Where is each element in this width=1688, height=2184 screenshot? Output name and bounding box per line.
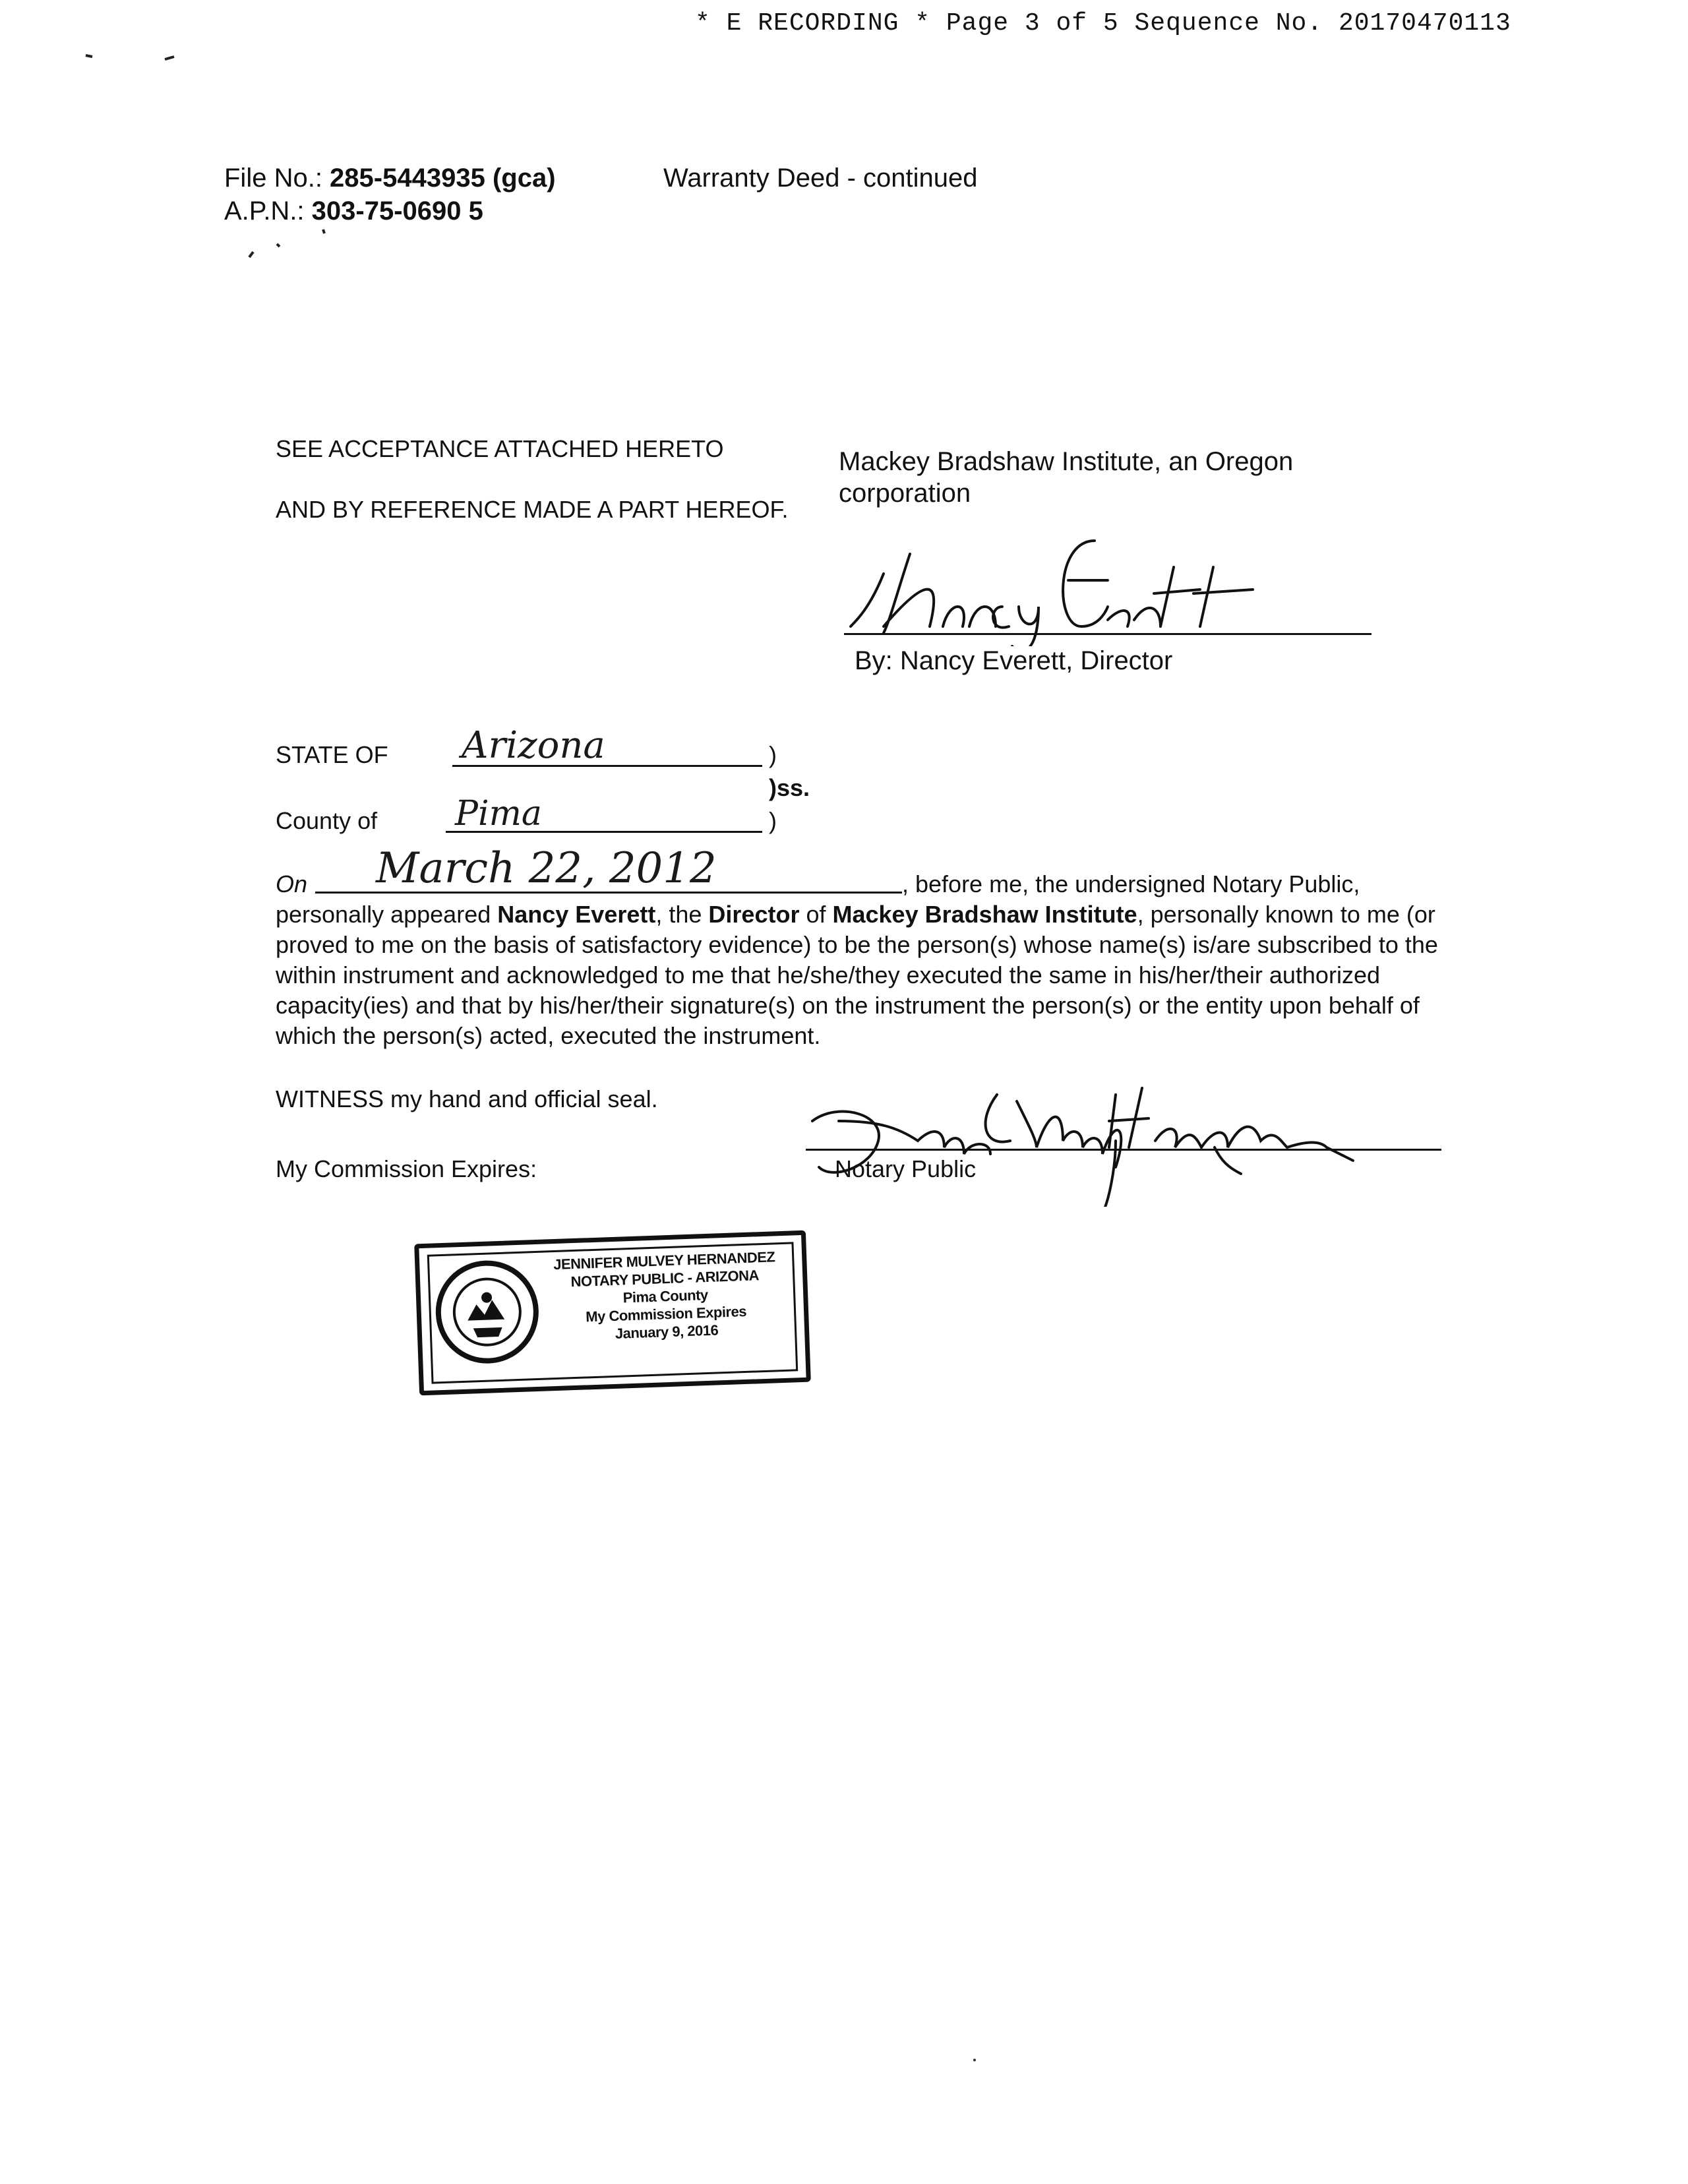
acceptance-line-1: SEE ACCEPTANCE ATTACHED HERETO	[276, 435, 724, 462]
witness-line: WITNESS my hand and official seal.	[276, 1085, 658, 1112]
before-me-text: , before me, the undersigned Notary Public,	[902, 870, 1360, 897]
state-label: STATE OF	[276, 741, 388, 768]
acknowledgment-paragraph	[276, 899, 1449, 1051]
ack-text-4: , personally known to me (or proved to me on the basis of satisfactory evidence) to be the person(s) whose name(s) is/are subscribed to the within instrument and acknowledged to me that he/she/they executed the same in his/her/their authorized capacity(ies) and that by his/her/their signature(s) on the instrument the person(s) or the entity upon behalf of which the person(s) acted, executed the instrument.	[276, 901, 1438, 1049]
seal-line-5: January 9, 2016	[615, 1321, 719, 1342]
ack-signer-title: Director	[708, 901, 800, 928]
ack-organization: Mackey Bradshaw Institute	[832, 901, 1137, 928]
file-number-value: 285-5443935 (gca)	[330, 164, 556, 193]
state-underline	[452, 765, 762, 767]
seal-line-2: NOTARY PUBLIC - ARIZONA	[570, 1267, 760, 1290]
seal-line-4: My Commission Expires	[585, 1302, 747, 1325]
grantor-line-1: Mackey Bradshaw Institute, an Oregon	[839, 447, 1294, 476]
county-label: County of	[276, 807, 378, 834]
file-number	[224, 164, 556, 193]
apn-value: 303-75-0690 5	[311, 197, 483, 226]
on-label: On	[276, 870, 308, 897]
grantor-signature	[844, 528, 1266, 646]
notary-signature-line	[806, 1149, 1441, 1151]
commission-expires-label: My Commission Expires:	[276, 1155, 537, 1182]
grantor-by-line: By: Nancy Everett, Director	[855, 646, 1173, 675]
ack-signer-name: Nancy Everett	[497, 901, 656, 928]
ack-text-3: of	[799, 901, 833, 928]
apn-number	[224, 197, 483, 226]
ack-text-2: , the	[655, 901, 709, 928]
seal-line-3: Pima County	[622, 1286, 709, 1306]
ack-text-1: personally appeared	[276, 901, 498, 928]
grantor-line-2: corporation	[839, 479, 971, 508]
county-underline	[446, 831, 762, 833]
paren-top: )	[769, 741, 777, 768]
date-underline	[315, 892, 902, 894]
notary-signature	[799, 1081, 1445, 1207]
seal-line-1: JENNIFER MULVEY HERNANDEZ	[553, 1248, 775, 1273]
recording-header: * E RECORDING * Page 3 of 5 Sequence No. 20170470113	[695, 9, 1511, 38]
state-value: Arizona	[462, 724, 605, 767]
apn-label: A.P.N.:	[224, 197, 312, 226]
paren-bottom: )	[769, 807, 777, 834]
paren-ss: )ss.	[769, 774, 810, 801]
notary-seal-stamp	[414, 1230, 811, 1396]
arizona-seal-emblem	[433, 1258, 541, 1366]
file-number-label: File No.:	[224, 164, 330, 193]
document-title: Warranty Deed - continued	[663, 164, 978, 193]
county-value: Pima	[455, 794, 542, 834]
seal-text-block	[542, 1248, 789, 1345]
acknowledgment-date: March 22, 2012	[376, 844, 717, 893]
acceptance-line-2: AND BY REFERENCE MADE A PART HEREOF.	[276, 496, 789, 523]
grantor-signature-line	[844, 633, 1372, 635]
notary-public-label: Notary Public	[835, 1155, 977, 1182]
